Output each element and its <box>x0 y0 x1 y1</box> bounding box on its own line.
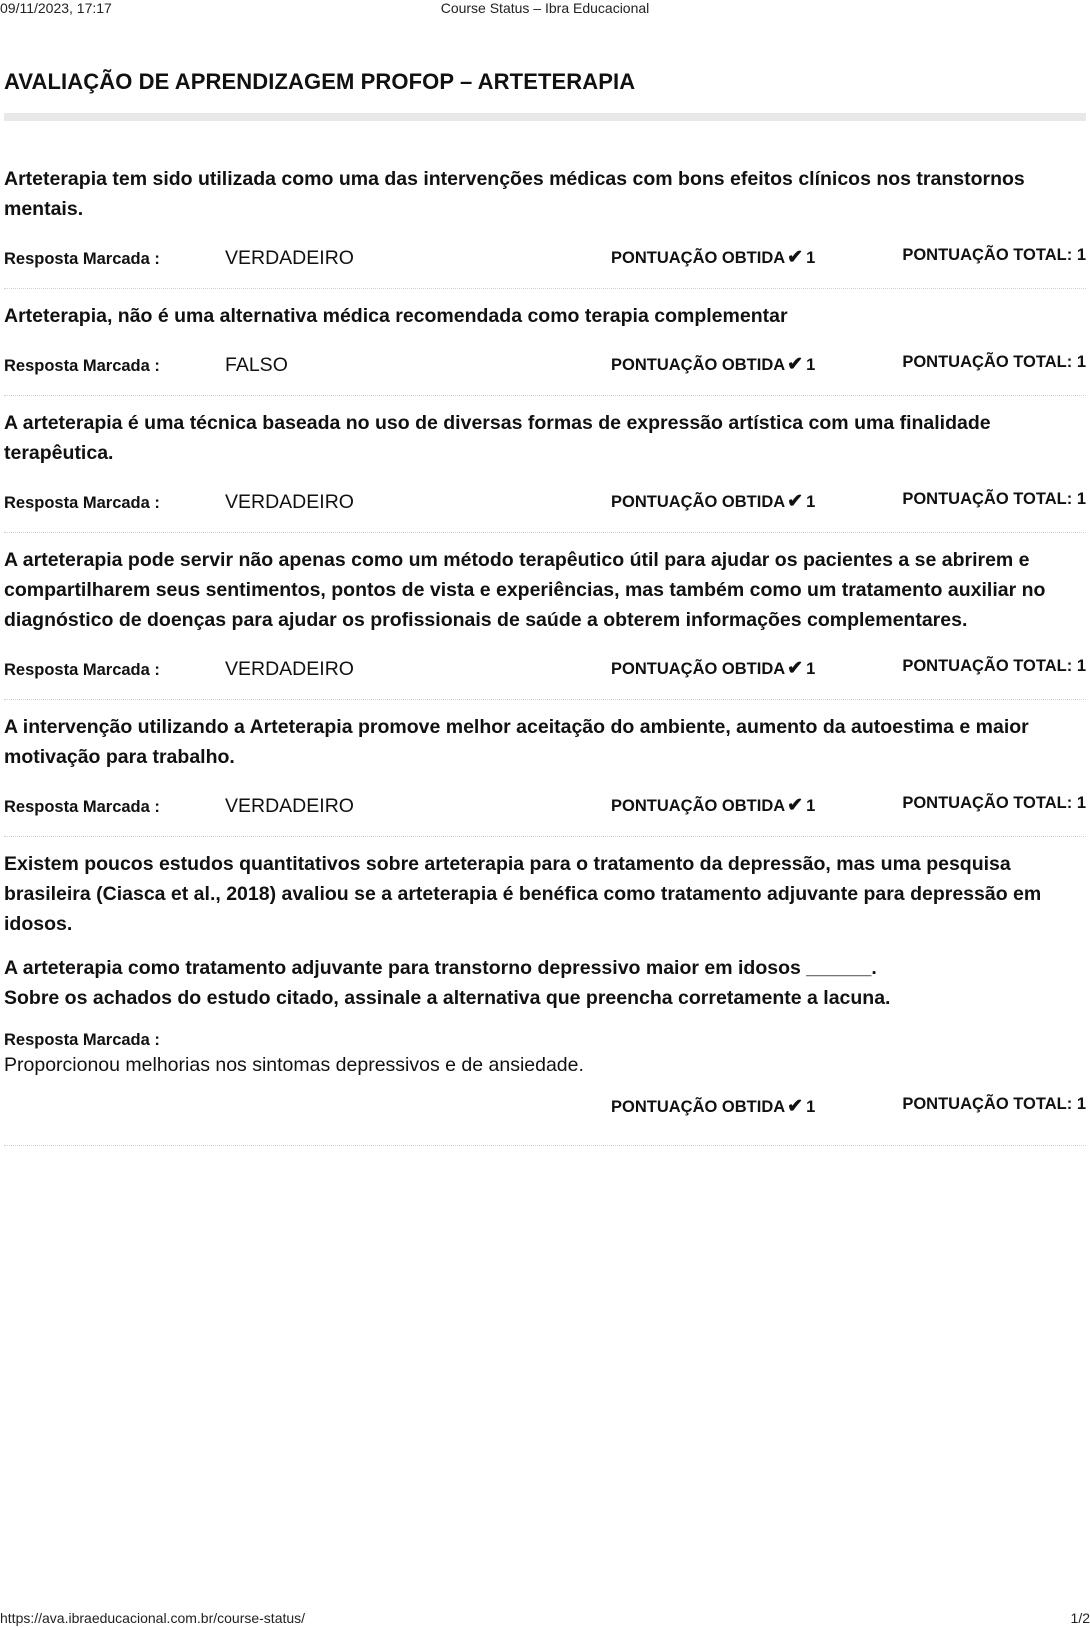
question-text: Arteterapia, não é uma alternativa médica recomendada como terapia complementar <box>4 305 788 327</box>
question-text: A intervenção utilizando a Arteterapia promove melhor aceitação do ambiente, aumento da autoestima e maior motivação para trabalho. <box>4 716 1029 768</box>
question-text: Arteterapia tem sido utilizada como uma das intervenções médicas com bons efeitos clínicos nos transtornos mentais. <box>4 168 1025 220</box>
score-total <box>902 490 1086 509</box>
check-icon: ✔ <box>787 1096 804 1117</box>
question-item-5 <box>4 712 1086 837</box>
score-total-label: PONTUAÇÃO TOTAL: <box>902 246 1073 264</box>
score-total-label: PONTUAÇÃO TOTAL: <box>902 657 1073 675</box>
score-total <box>902 794 1086 813</box>
score-total-value: 1 <box>1076 794 1086 812</box>
question-item-4 <box>4 545 1086 700</box>
score-total-value: 1 <box>1076 657 1086 675</box>
answer-value: VERDADEIRO <box>225 795 354 817</box>
print-document-title: Course Status – Ibra Educacional <box>440 0 650 16</box>
answer-row <box>4 649 1086 687</box>
question-text: A arteterapia pode servir não apenas como um método terapêutico útil para ajudar os pacientes a se abrirem e compartilharem seus sentimentos, pontos de vista e experiências, mas também como um tratamento auxiliar no diagnóstico de doenças para ajudar os profissionais de saúde a obterem informações complementares. <box>4 549 1046 631</box>
score-total-label: PONTUAÇÃO TOTAL: <box>902 1095 1073 1113</box>
score-obtained <box>611 246 815 269</box>
score-obtained <box>611 353 815 376</box>
question-item-1 <box>4 164 1086 289</box>
answer-label: Resposta Marcada : <box>4 798 160 816</box>
title-divider <box>4 113 1086 121</box>
score-total-label: PONTUAÇÃO TOTAL: <box>902 490 1073 508</box>
score-obtained-label: PONTUAÇÃO OBTIDA <box>611 249 786 267</box>
score-obtained-label: PONTUAÇÃO OBTIDA <box>611 356 786 374</box>
check-icon: ✔ <box>787 491 804 512</box>
answer-value: VERDADEIRO <box>225 247 354 269</box>
answer-label: Resposta Marcada : <box>4 661 160 679</box>
answer-value: Proporcionou melhorias nos sintomas depressivos e de ansiedade. <box>4 1054 584 1076</box>
check-icon: ✔ <box>787 795 804 816</box>
print-header <box>0 0 1090 18</box>
answer-row <box>4 238 1086 276</box>
page-url: https://ava.ibraeducacional.com.br/course-status/ <box>0 1610 306 1626</box>
score-total-value: 1 <box>1076 490 1086 508</box>
check-icon: ✔ <box>787 354 804 375</box>
score-obtained <box>611 490 815 513</box>
score-total <box>902 1095 1086 1114</box>
score-total <box>902 353 1086 372</box>
question-list <box>4 164 1086 1158</box>
page-title: AVALIAÇÃO DE APRENDIZAGEM PROFOP – ARTETERAPIA <box>4 69 636 94</box>
print-date: 09/11/2023, 17:17 <box>0 0 112 16</box>
score-obtained-label: PONTUAÇÃO OBTIDA <box>611 660 786 678</box>
question-text: A arteterapia é uma técnica baseada no uso de diversas formas de expressão artística com uma finalidade terapêutica. <box>4 412 991 464</box>
answer-row <box>4 786 1086 824</box>
score-obtained-value: 1 <box>806 249 816 267</box>
score-total <box>902 657 1086 676</box>
answer-value: VERDADEIRO <box>225 658 354 680</box>
score-obtained-value: 1 <box>806 660 816 678</box>
score-obtained-value: 1 <box>806 356 816 374</box>
score-obtained <box>611 1095 815 1118</box>
score-obtained-label: PONTUAÇÃO OBTIDA <box>611 797 786 815</box>
answer-label: Resposta Marcada : <box>4 250 160 268</box>
check-icon: ✔ <box>787 658 804 679</box>
score-row <box>4 1087 1086 1133</box>
score-obtained-value: 1 <box>806 797 816 815</box>
print-footer <box>0 1610 1090 1628</box>
score-obtained-value: 1 <box>806 493 816 511</box>
answer-label: Resposta Marcada : <box>4 494 160 512</box>
question-text <box>4 953 1086 1013</box>
page-number: 1/2 <box>1070 1610 1090 1626</box>
score-obtained-label: PONTUAÇÃO OBTIDA <box>611 493 786 511</box>
question-item-3 <box>4 408 1086 533</box>
answer-value: FALSO <box>225 354 288 376</box>
answer-row <box>4 482 1086 520</box>
score-total-label: PONTUAÇÃO TOTAL: <box>902 353 1073 371</box>
score-total-value: 1 <box>1076 353 1086 371</box>
score-total-value: 1 <box>1076 246 1086 264</box>
score-obtained-value: 1 <box>806 1098 816 1116</box>
score-obtained <box>611 657 815 680</box>
question-text: Existem poucos estudos quantitativos sobre arteterapia para o tratamento da depressão, mas uma pesquisa brasileira (Ciasca et al., 2018) avaliou se a arteterapia é benéfica como tratamento adjuvante para depressão em idosos. <box>4 853 1042 935</box>
score-total-label: PONTUAÇÃO TOTAL: <box>902 794 1073 812</box>
answer-label: Resposta Marcada : <box>4 1031 160 1049</box>
score-total-value: 1 <box>1076 1095 1086 1113</box>
question-item-6 <box>4 849 1086 1146</box>
question-item-2 <box>4 301 1086 396</box>
answer-value: VERDADEIRO <box>225 491 354 513</box>
answer-label: Resposta Marcada : <box>4 357 160 375</box>
check-icon: ✔ <box>787 247 804 268</box>
score-total <box>902 246 1086 265</box>
question-text-line: Sobre os achados do estudo citado, assinale a alternativa que preencha corretamente a lacuna. <box>4 987 891 1009</box>
answer-row <box>4 345 1086 383</box>
score-obtained <box>611 794 815 817</box>
score-obtained-label: PONTUAÇÃO OBTIDA <box>611 1098 786 1116</box>
question-text-line: A arteterapia como tratamento adjuvante para transtorno depressivo maior em idosos ______. <box>4 957 877 979</box>
